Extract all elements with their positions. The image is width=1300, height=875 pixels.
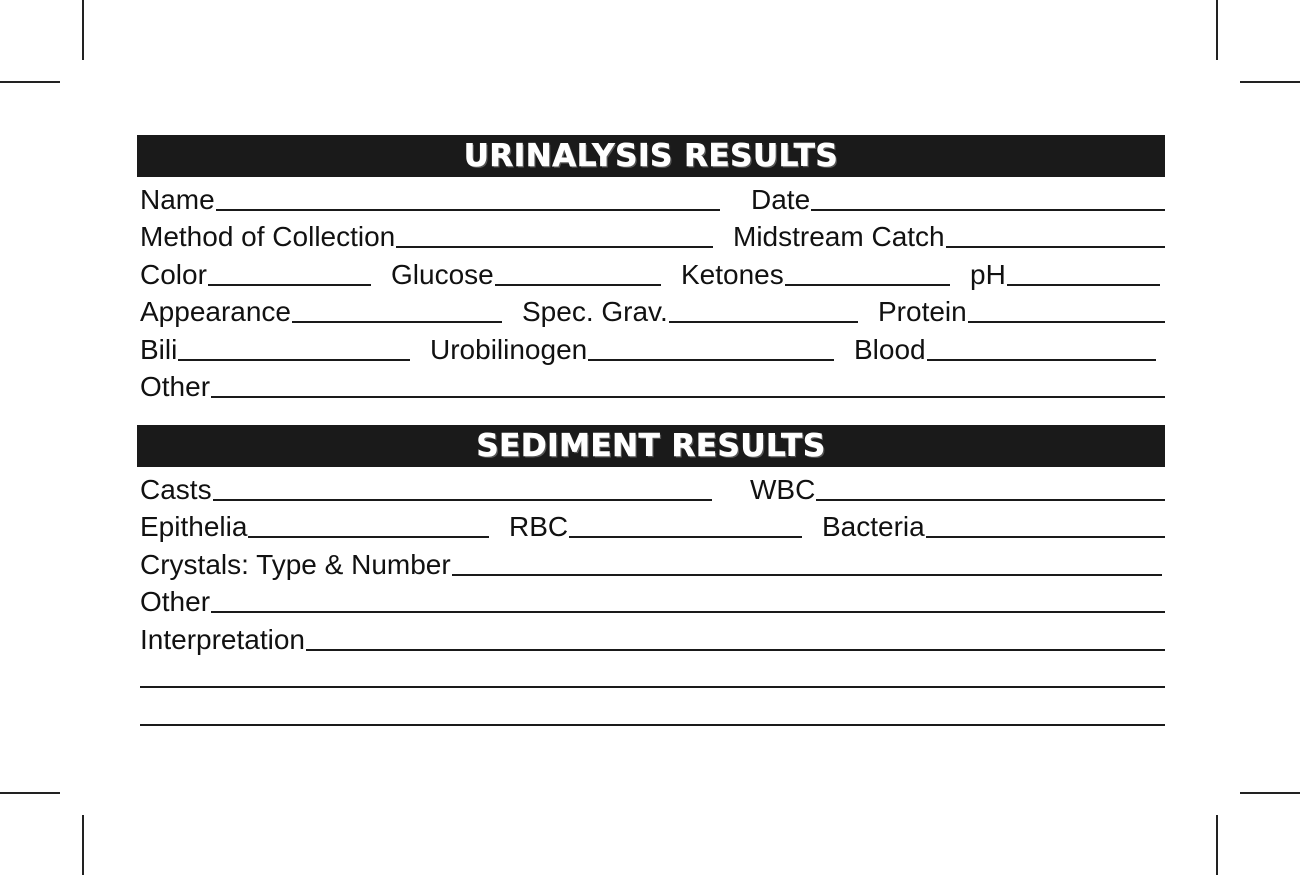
urinalysis-fields <box>137 177 1165 402</box>
urinalysis-other-line[interactable] <box>211 394 1165 398</box>
midstream-catch-field[interactable] <box>733 223 1165 252</box>
spec-grav-label: Spec. Grav. <box>522 296 668 327</box>
crop-mark-bottom-left-vertical <box>82 815 84 875</box>
crop-mark-top-left-vertical <box>82 0 84 60</box>
ph-field[interactable] <box>970 258 1160 290</box>
rbc-label: RBC <box>509 511 569 542</box>
interpretation-blank-line-1[interactable] <box>140 655 1165 693</box>
epithelia-line[interactable] <box>248 534 489 538</box>
epithelia-label: Epithelia <box>140 511 248 542</box>
appearance-line[interactable] <box>292 319 502 323</box>
interpretation-label: Interpretation <box>140 623 305 655</box>
row-method-midstream <box>140 215 1165 253</box>
interpretation-line[interactable] <box>306 647 1165 651</box>
rbc-line[interactable] <box>569 534 802 538</box>
bacteria-label: Bacteria <box>822 511 925 542</box>
bili-line[interactable] <box>178 357 410 361</box>
spec-grav-line[interactable] <box>669 319 858 323</box>
protein-field[interactable] <box>878 298 1165 327</box>
midstream-catch-label: Midstream Catch <box>733 221 945 252</box>
row-interpretation <box>140 617 1165 655</box>
color-field[interactable] <box>140 258 371 290</box>
sediment-banner <box>137 425 1165 467</box>
blood-field[interactable] <box>854 333 1156 365</box>
name-line[interactable] <box>216 207 720 211</box>
row-casts-wbc <box>140 467 1165 505</box>
glucose-line[interactable] <box>495 282 661 286</box>
interpretation-field[interactable] <box>140 623 1165 655</box>
urinalysis-title: URINALYSIS RESULTS <box>463 138 839 174</box>
date-line[interactable] <box>811 207 1165 211</box>
urobilinogen-line[interactable] <box>588 357 834 361</box>
appearance-field[interactable] <box>140 298 502 327</box>
protein-label: Protein <box>878 296 967 327</box>
crop-mark-top-left-horizontal <box>0 81 60 83</box>
urinalysis-form-card <box>137 135 1165 730</box>
crop-mark-bottom-right-horizontal <box>1240 792 1300 794</box>
wbc-label: WBC <box>750 473 816 505</box>
casts-label: Casts <box>140 473 212 505</box>
urobilinogen-field[interactable] <box>430 333 834 365</box>
row-epithelia-rbc-bacteria <box>140 505 1165 543</box>
wbc-line[interactable] <box>816 497 1165 501</box>
urinalysis-other-label: Other <box>140 371 211 402</box>
wbc-field[interactable] <box>750 473 1165 505</box>
row-color-glucose-ketones-ph <box>140 252 1165 290</box>
blank-line[interactable] <box>140 722 1165 726</box>
color-line[interactable] <box>208 282 371 286</box>
blood-line[interactable] <box>927 357 1156 361</box>
blank-line[interactable] <box>140 684 1165 688</box>
row-urinalysis-other <box>140 365 1165 403</box>
glucose-label: Glucose <box>391 258 494 290</box>
midstream-catch-line[interactable] <box>946 244 1165 248</box>
crop-mark-top-right-vertical <box>1216 0 1218 60</box>
row-bili-urobilinogen-blood <box>140 327 1165 365</box>
bili-label: Bili <box>140 333 178 365</box>
bacteria-line[interactable] <box>926 534 1165 538</box>
urinalysis-banner <box>137 135 1165 177</box>
sediment-fields <box>137 467 1165 730</box>
crop-mark-bottom-left-horizontal <box>0 792 60 794</box>
ketones-line[interactable] <box>785 282 950 286</box>
appearance-label: Appearance <box>140 296 292 327</box>
color-label: Color <box>140 258 207 290</box>
sediment-title: SEDIMENT RESULTS <box>476 428 826 464</box>
sediment-other-label: Other <box>140 586 211 617</box>
date-label: Date <box>751 183 811 215</box>
ph-line[interactable] <box>1007 282 1160 286</box>
ph-label: pH <box>970 258 1006 290</box>
protein-line[interactable] <box>968 319 1165 323</box>
row-name-date <box>140 177 1165 215</box>
casts-field[interactable] <box>140 473 712 505</box>
crop-mark-top-right-horizontal <box>1240 81 1300 83</box>
rbc-field[interactable] <box>509 513 802 542</box>
sediment-other-line[interactable] <box>211 609 1165 613</box>
spec-grav-field[interactable] <box>522 298 858 327</box>
method-of-collection-line[interactable] <box>396 244 713 248</box>
casts-line[interactable] <box>213 497 712 501</box>
epithelia-field[interactable] <box>140 513 489 542</box>
name-field[interactable] <box>140 183 720 215</box>
ketones-label: Ketones <box>681 258 784 290</box>
name-label: Name <box>140 183 215 215</box>
urobilinogen-label: Urobilinogen <box>430 333 588 365</box>
row-crystals <box>140 542 1165 580</box>
crop-mark-bottom-right-vertical <box>1216 815 1218 875</box>
urinalysis-other-field[interactable] <box>140 373 1165 402</box>
sediment-other-field[interactable] <box>140 588 1165 617</box>
blood-label: Blood <box>854 333 926 365</box>
crystals-field[interactable] <box>140 548 1162 580</box>
date-field[interactable] <box>751 183 1165 215</box>
crystals-line[interactable] <box>452 572 1162 576</box>
bili-field[interactable] <box>140 333 410 365</box>
method-of-collection-field[interactable] <box>140 223 713 252</box>
interpretation-blank-line-2[interactable] <box>140 692 1165 730</box>
row-appearance-specgrav-protein <box>140 290 1165 328</box>
glucose-field[interactable] <box>391 258 661 290</box>
method-of-collection-label: Method of Collection <box>140 221 396 252</box>
row-sediment-other <box>140 580 1165 618</box>
bacteria-field[interactable] <box>822 513 1165 542</box>
ketones-field[interactable] <box>681 258 950 290</box>
crystals-label: Crystals: Type & Number <box>140 548 451 580</box>
